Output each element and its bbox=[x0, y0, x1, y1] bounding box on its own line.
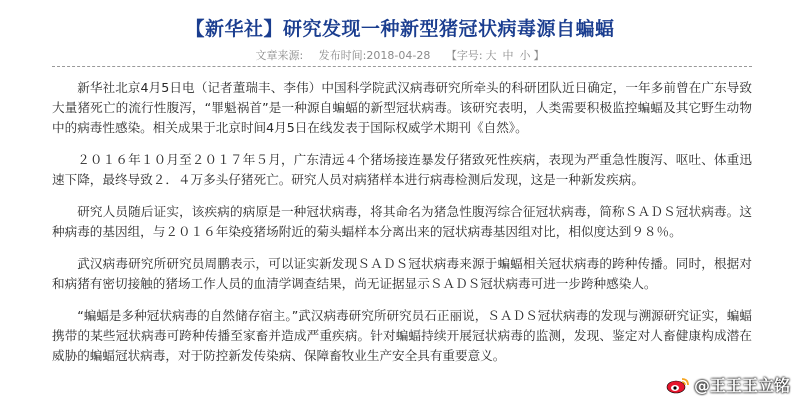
font-size-medium-link[interactable]: 中 bbox=[502, 49, 514, 62]
title-source-tag: 【新华社】 bbox=[185, 18, 283, 40]
paragraph-1: 新华社北京4月5日电（记者董瑞丰、李伟）中国科学院武汉病毒研究所牵头的科研团队近日确定，一年多前曾在广东导致大量猪死亡的流行性腹泻，“罪魁祸首”是一种源自蝙蝠的新型冠状病毒。该研究表明，人类需要积极监控蝙蝠及其它野生动物中的病毒性感染。相关成果于北京时间4月5日在线发表于国际权威学术期刊《自然》。 bbox=[52, 80, 752, 135]
article-title bbox=[0, 14, 800, 41]
font-size-selector bbox=[446, 49, 545, 62]
title-text: 研究发现一种新型猪冠状病毒源自蝙蝠 bbox=[283, 18, 615, 40]
watermark-handle: @王王王立铭 bbox=[693, 376, 790, 395]
paragraph-2: ２０１６年１０月至２０１７年５月，广东清远４个猪场接连暴发仔猪致死性疾病，表现为严重急性腹泻、呕吐、体重迅速下降，最终导致２．４万多头仔猪死亡。研究人员对病猪样本进行病毒检测后发现，这是一种新发疾病。 bbox=[52, 152, 752, 187]
font-size-small-link[interactable]: 小 bbox=[519, 49, 531, 62]
source-label: 文章来源: bbox=[255, 49, 304, 62]
publish-date-label: 发布时间: bbox=[318, 49, 367, 62]
weibo-logo-icon bbox=[666, 376, 690, 394]
font-size-close: 】 bbox=[533, 49, 545, 62]
article-meta bbox=[0, 47, 800, 63]
paragraph-3: 研究人员随后证实，该疾病的病原是一种冠状病毒，将其命名为猪急性腹泻综合征冠状病毒，简称ＳＡＤＳ冠状病毒。这种病毒的基因组，与２０１６年染疫猪场附近的菊头蝠样本分离出来的冠状病毒基因组对比，相似度达到９８％。 bbox=[52, 204, 752, 239]
font-size-large-link[interactable]: 大 bbox=[485, 49, 497, 62]
publish-date-value: 2018-04-28 bbox=[366, 49, 431, 62]
header-divider bbox=[52, 66, 752, 67]
paragraph-4: 武汉病毒研究所研究员周鹏表示，可以证实新发现ＳＡＤＳ冠状病毒来源于蝙蝠相关冠状病毒的跨种传播。同时，根据对和病猪有密切接触的猪场工作人员的血清学调查结果，尚无证据显示ＳＡＤＳ冠状病毒可进一步跨种感染人。 bbox=[52, 256, 752, 291]
article-body bbox=[52, 78, 752, 378]
weibo-watermark bbox=[666, 373, 790, 396]
font-size-label: 【字号: bbox=[445, 49, 483, 62]
publish-date bbox=[319, 49, 434, 62]
paragraph-5: “蝙蝠是多种冠状病毒的自然储存宿主。”武汉病毒研究所研究员石正丽说，ＳＡＤＳ冠状病毒的发现与溯源研究证实，蝙蝠携带的某些冠状病毒可跨种传播至家畜并造成严重疾病。针对蝙蝠持续开展冠状病毒的监测，发现、鉴定对人畜健康构成潜在威胁的蝙蝠冠状病毒，对于防控新发传染病、保障畜牧业生产安全具有重要意义。 bbox=[52, 308, 752, 363]
